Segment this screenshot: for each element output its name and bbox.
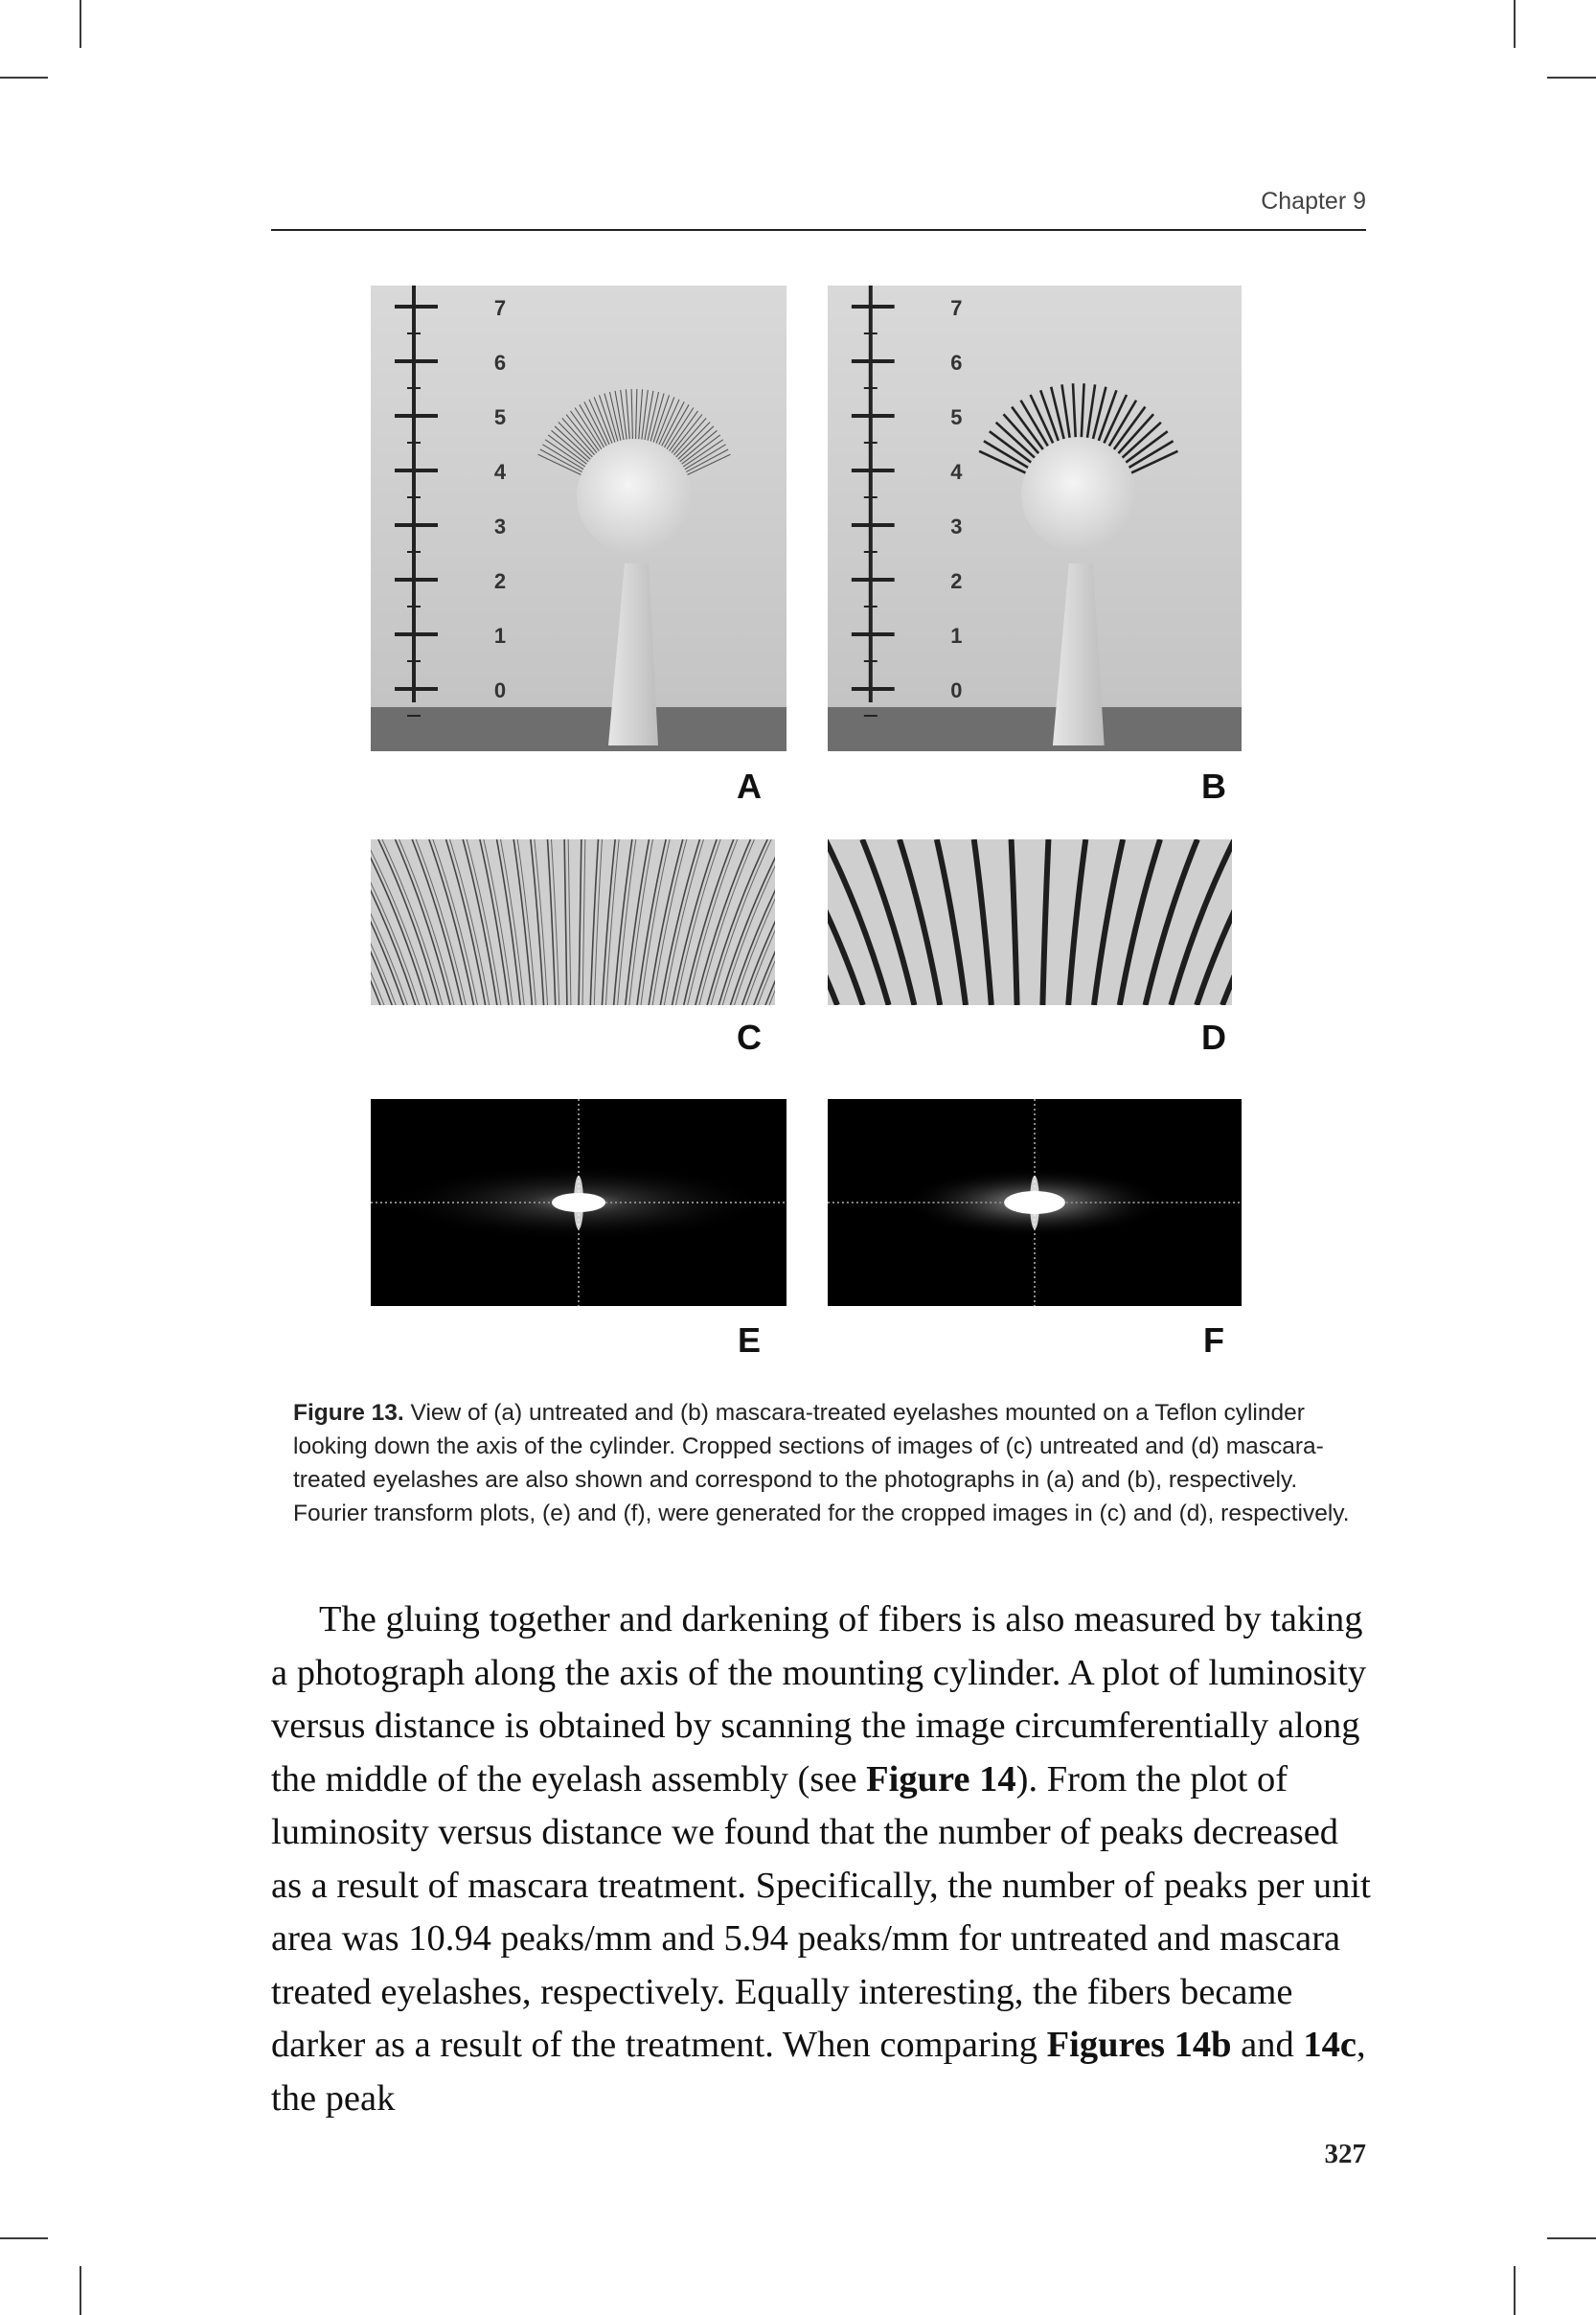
body-text-3: and xyxy=(1231,2025,1304,2065)
panel-label-e: E xyxy=(737,1320,761,1360)
ruler-tick-label: 1 xyxy=(493,624,507,648)
ruler-tick-label: 3 xyxy=(950,514,963,539)
ruler-tick-label: 6 xyxy=(493,351,507,375)
ruler-tick-label: 4 xyxy=(950,459,963,485)
body-text-4: , the peak xyxy=(271,2025,1366,2119)
panel-label-d: D xyxy=(1201,1018,1226,1057)
panel-label-a: A xyxy=(737,767,762,806)
ruler-tick-label: 1 xyxy=(950,623,963,649)
fourier-panel-f xyxy=(828,1099,1242,1306)
body-text-2: ). From the plot of luminosity versus distance we found that the number of peaks decreased as a result of mascara treatment. Specifically, the number of peaks per unit area was 10.94 peaks/mm and 5.94 peaks/mm for untreated and mascara treated eyelashes, respectively. Equally interesting, the fibers became darker as a result of the treatment. When comparing xyxy=(271,1758,1371,2065)
page-number: 327 xyxy=(1324,2139,1366,2169)
body-text-1: The gluing together and darkening of fibers is also measured by taking a photograph along the axis of the mounting cylinder. A plot of luminosity versus distance is obtained by scanning the image circumferentially along the middle of the eyelash assembly (see xyxy=(271,1599,1367,1799)
photo-panel-b xyxy=(828,286,1242,751)
ruler-tick-label: 0 xyxy=(493,678,507,702)
ruler-tick-label: 7 xyxy=(950,295,963,321)
crop-mark xyxy=(1514,0,1516,48)
ruler-tick-label: 5 xyxy=(493,405,507,429)
photo-panel-a xyxy=(371,286,787,751)
crop-panel-c xyxy=(371,839,775,1005)
crop-mark xyxy=(0,2237,48,2239)
running-header: Chapter 9 xyxy=(1261,188,1366,215)
ruler-tick-label: 7 xyxy=(493,296,507,320)
ruler-tick-label: 3 xyxy=(493,515,507,539)
panel-label-b: B xyxy=(1201,767,1226,806)
crop-panel-d xyxy=(828,839,1232,1005)
caption-label: Figure 13. xyxy=(293,1400,404,1426)
fourier-panel-e xyxy=(371,1099,787,1306)
ruler-tick-label: 4 xyxy=(493,460,507,484)
ruler-tick-label: 5 xyxy=(950,404,963,430)
crop-mark xyxy=(1547,2237,1596,2239)
crop-mark xyxy=(80,0,81,48)
ruler-tick-label: 6 xyxy=(950,350,963,376)
panel-label-c: C xyxy=(737,1018,762,1057)
caption-text: View of (a) untreated and (b) mascara-treated eyelashes mounted on a Teflon cylinder looking down the axis of the cylinder. Cropped sections of images of (c) untreated and (d) mascara-treated eyelashes are also shown and correspond to the photographs in (a) and (b), respectively. Fourier transform plots, (e) and (f), were generated for the cropped images in (c) and (d), respectively. xyxy=(293,1400,1350,1526)
body-paragraph xyxy=(271,1593,1373,2125)
ruler-tick-label: 2 xyxy=(493,569,507,593)
header-rule xyxy=(271,229,1366,231)
crop-mark xyxy=(1547,77,1596,79)
crop-mark xyxy=(0,77,48,79)
ruler-tick-label: 0 xyxy=(950,677,963,703)
figure-reference: Figure 14 xyxy=(866,1758,1016,1799)
crop-mark xyxy=(1514,2266,1516,2315)
figure-caption xyxy=(293,1396,1366,1530)
figure-reference: Figures 14b xyxy=(1046,2025,1232,2065)
figure-reference: 14c xyxy=(1303,2025,1357,2065)
ruler-tick-label: 2 xyxy=(950,568,963,594)
crop-mark xyxy=(80,2266,81,2315)
panel-label-f: F xyxy=(1203,1320,1224,1360)
